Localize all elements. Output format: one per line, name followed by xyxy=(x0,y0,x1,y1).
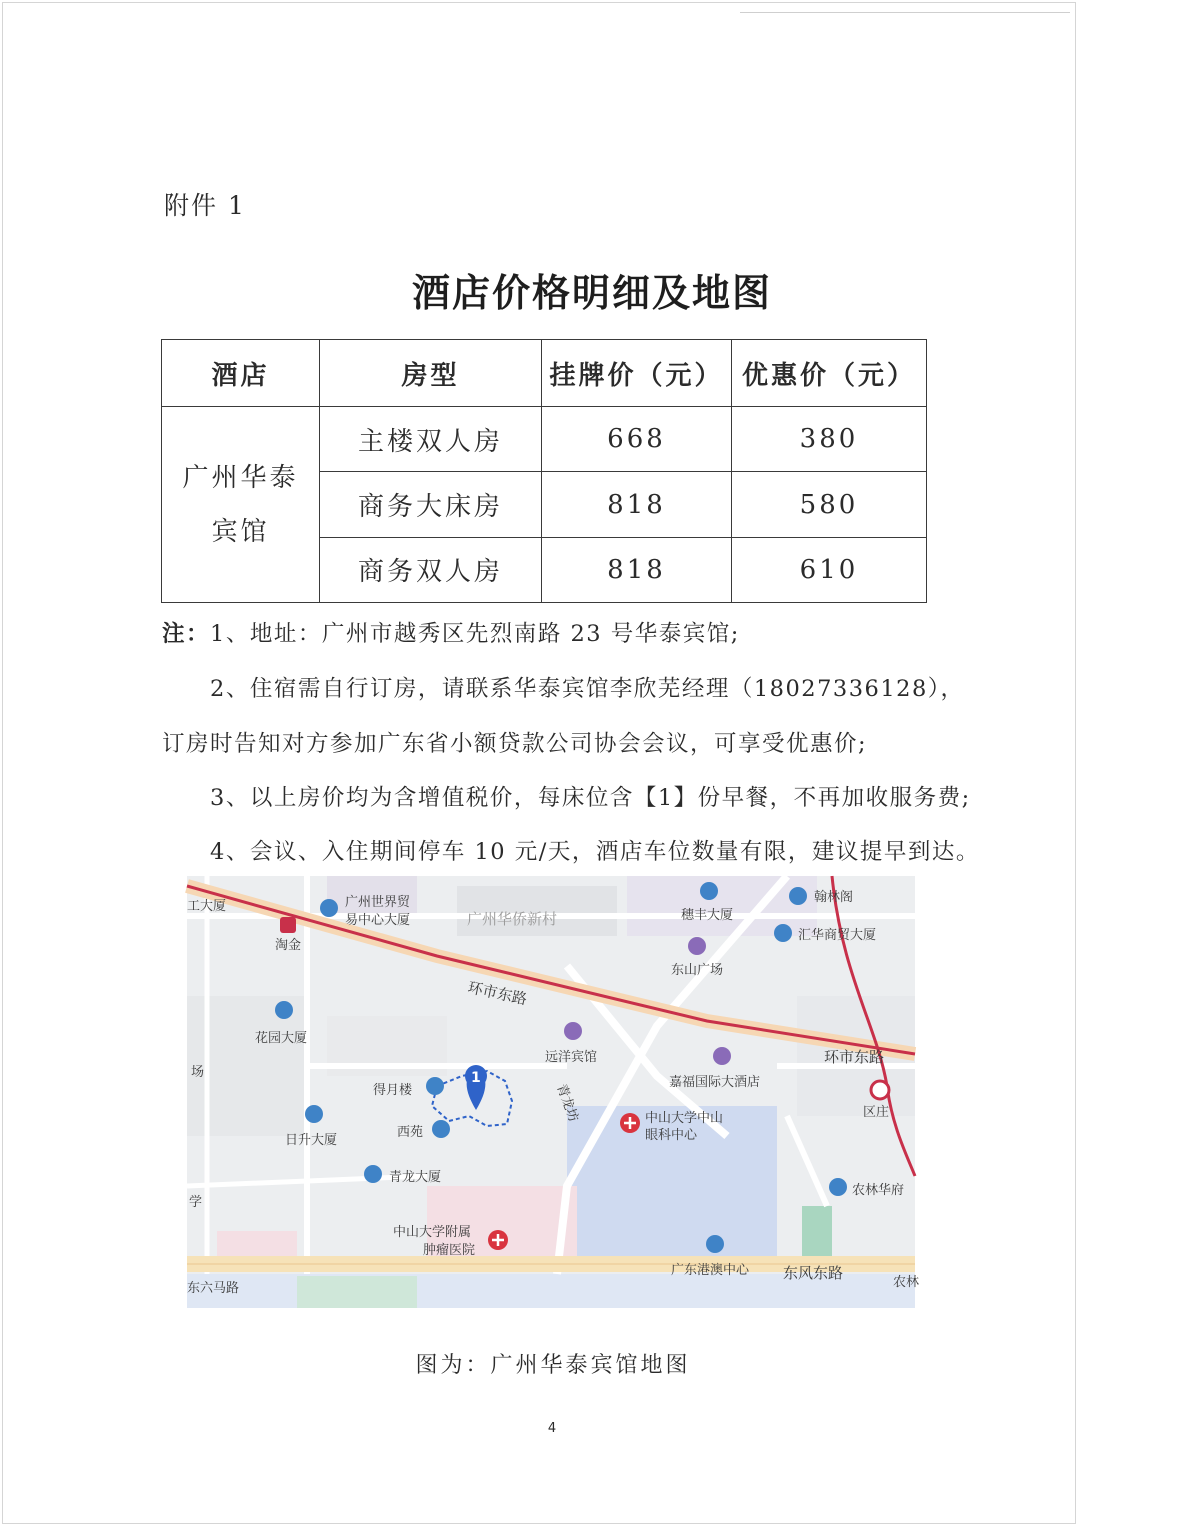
map-label: 区庄 xyxy=(863,1105,890,1120)
map-label: 嘉福国际大酒店 xyxy=(669,1075,761,1090)
map-label: 广东港澳中心 xyxy=(671,1263,750,1278)
map-label: 西苑 xyxy=(397,1125,424,1140)
price-table xyxy=(161,339,927,603)
map-label: 中山大学附属 xyxy=(393,1225,472,1240)
header-hotel: 酒店 xyxy=(162,340,320,407)
discount-price: 380 xyxy=(732,407,927,472)
map-label: 易中心大厦 xyxy=(345,913,411,928)
map-label: 青龙大厦 xyxy=(389,1170,442,1185)
list-price: 668 xyxy=(542,407,732,472)
map-label: 东风东路 xyxy=(783,1264,844,1282)
discount-price: 610 xyxy=(732,537,927,602)
map-label: 环市东路 xyxy=(466,978,529,1009)
map-label: 肿瘤医院 xyxy=(423,1243,476,1258)
page-title: 酒店价格明细及地图 xyxy=(411,270,772,315)
map-label: 远洋宾馆 xyxy=(545,1050,598,1065)
list-price: 818 xyxy=(542,472,732,537)
map-label: 工大厦 xyxy=(187,899,227,914)
note-1: 注：1、地址：广州市越秀区先烈南路 23 号华泰宾馆; xyxy=(162,621,740,647)
map-label: 场 xyxy=(191,1065,205,1080)
room-type: 主楼双人房 xyxy=(320,407,542,472)
map-label: 东山广场 xyxy=(671,963,724,978)
list-price: 818 xyxy=(542,537,732,602)
scan-line xyxy=(740,12,1070,13)
table-header-row xyxy=(162,340,927,407)
map-label: 广州华侨新村 xyxy=(467,910,558,928)
room-type: 商务双人房 xyxy=(320,537,542,602)
note-4: 4、会议、入住期间停车 10 元/天，酒店车位数量有限，建议提早到达。 xyxy=(210,839,980,865)
map-svg xyxy=(187,876,920,1308)
discount-price: 580 xyxy=(732,472,927,537)
map-label: 环市东路 xyxy=(824,1048,885,1066)
map-label: 淘金 xyxy=(275,938,302,953)
header-room-type: 房型 xyxy=(320,340,542,407)
hotel-name-cell xyxy=(162,407,320,603)
table-row xyxy=(162,407,927,472)
map-label: 学 xyxy=(189,1195,203,1210)
header-list-price: 挂牌价（元） xyxy=(542,340,732,407)
header-discount-price: 优惠价（元） xyxy=(732,340,927,407)
hotel-name-line2: 宾馆 xyxy=(211,516,270,547)
map-label: 农林华府 xyxy=(852,1183,905,1198)
map-label: 青龙坊 xyxy=(553,1082,581,1125)
map-label: 日升大厦 xyxy=(285,1133,338,1148)
map-label: 花园大厦 xyxy=(255,1031,308,1046)
notes-label: 注： xyxy=(162,621,211,647)
note-2b: 订房时告知对方参加广东省小额贷款公司协会会议，可享受优惠价; xyxy=(162,731,868,757)
map-caption: 图为：广州华泰宾馆地图 xyxy=(415,1353,691,1378)
map-label: 翰林阁 xyxy=(814,890,854,905)
page-number: 4 xyxy=(547,1421,557,1436)
map-label: 广州世界贸 xyxy=(345,895,411,910)
map-label: 汇华商贸大厦 xyxy=(798,928,877,943)
map-label: 中山大学中山 xyxy=(645,1111,724,1126)
map-label: 穗丰大厦 xyxy=(681,908,734,923)
room-type: 商务大床房 xyxy=(320,472,542,537)
hotel-name-line1: 广州华泰 xyxy=(182,462,299,493)
map-label: 眼科中心 xyxy=(645,1128,698,1143)
map-label: 农林 xyxy=(893,1275,920,1290)
map-label: 东六马路 xyxy=(187,1281,240,1296)
hotel-map[interactable] xyxy=(187,876,920,1308)
note-2a: 2、住宿需自行订房，请联系华泰宾馆李欣芜经理（18027336128）， xyxy=(210,676,965,702)
attachment-label: 附件 1 xyxy=(164,191,246,220)
hotel-marker-number: 1 xyxy=(471,1070,481,1086)
note-3: 3、以上房价均为含增值税价，每床位含【1】份早餐，不再加收服务费; xyxy=(210,785,971,811)
map-label: 得月楼 xyxy=(373,1083,413,1098)
